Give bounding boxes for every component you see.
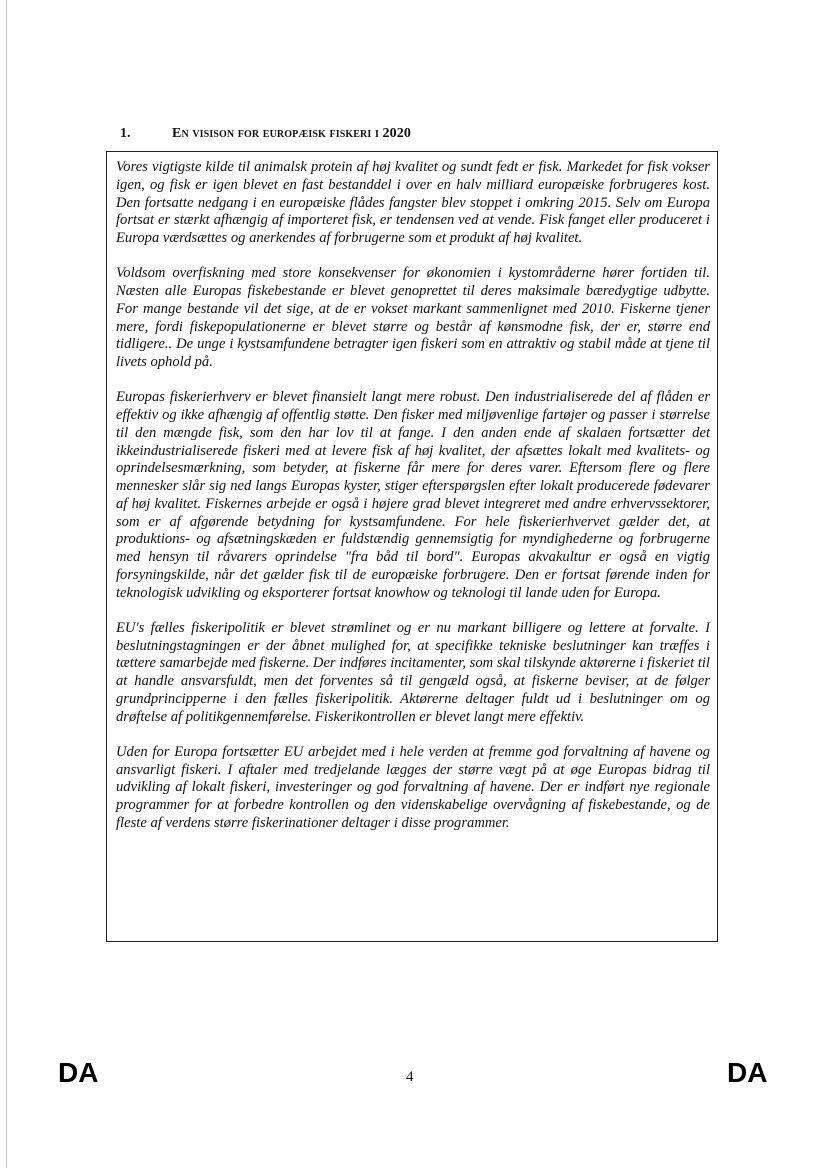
- paragraph-common-fisheries-policy: EU's fælles fiskeripolitik er blevet strømlinet og er nu markant billigere og lettere at forvalte. I beslutningstagningen er der åbnet mulighed for, at specifikke tekniske beslutninger kan træffes i tættere samarbejde med fiskerne. Der indføres incitamenter, som skal tilskynde aktørerne i fiskeriet til at handle ansvarsfuldt, men det forventes så til gengæld også, at fiskerne beviser, at de følger grundprincipperne i den fælles fiskeripolitik. Aktørerne deltager fuldt ud i beslutninger om og drøftelse af politikgennemførelse. Fiskerikontrollen er blevet langt mere effektiv.: [116, 619, 710, 725]
- paragraph-international: Uden for Europa fortsætter EU arbejdet med i hele verden at fremme god forvaltning af havene og ansvarligt fiskeri. I aftaler med tredjelande lægges der større vægt på at øge Europas bidrag til udvikling af lokalt fiskeri, investeringer og god forvaltning af havene. Der er indført nye regionale programmer for at forbedre kontrollen og den videnskabelige overvågning af fiskebestande, og de fleste af verdens større fiskerinationer deltager i disse programmer.: [116, 743, 710, 831]
- section-number: 1.: [120, 126, 131, 141]
- paragraph-overfishing: Voldsom overfiskning med store konsekvenser for økonomien i kystområderne hører fortiden til. Næsten alle Europas fiskebestande er blevet genoprettet til deres maksimale bæredygtige udbytte. For mange bestande vil det sige, at de er vokset markant sammenlignet med 2010. Fiskerne tjener mere, fordi fiskepopulationerne er blevet større og består af kønsmodne fisk, der er, større end tidligere.. De unge i kystsamfundene betragter igen fiskeri som en attraktiv og stabil måde at tjene til livets ophold på.: [116, 265, 710, 370]
- paragraph-fishing-industry: Europas fiskerierhverv er blevet finansielt langt mere robust. Den industrialiserede del af flåden er effektiv og ikke afhængig af offentlig støtte. Den fisker med miljøvenlige fartøjer og passer i størrelse til den mængde fisk, som den har lov til at fange. I den anden ende af skalaen fortsætter det ikkeindustrialiserede fiskeri med at levere fisk af høj kvalitet, der afsættes lokalt med kvalitets- og oprindelsesmærkning, som betyder, at fiskerne får mere for deres varer. Eftersom flere og flere mennesker slår sig ned langs Europas kyster, stiger efterspørgslen efter lokalt producerede fødevarer af høj kvalitet. Fiskernes arbejde er også i højere grad blevet integreret med andre erhvervssektorer, som er af afgørende betydning for kystsamfundene. For hele fiskerierhvervet gælder det, at produktions- og afsætningskæden er fuldstændig gennemsigtig for myndighederne og forbrugerne med hensyn til råvarers oprindelse "fra båd til bord". Europas akvakultur er også en vigtig forsyningskilde, når det gælder fisk til de europæiske forbrugere. Den er fortsat førende inden for teknologisk udvikling og eksporterer fortsat knowhow og teknologi til lande uden for Europa.: [116, 389, 710, 601]
- section-title: En visison for europæisk fiskeri i 2020: [172, 126, 411, 141]
- section-heading: [120, 125, 720, 143]
- page-number: 4: [406, 1069, 414, 1085]
- page-edge-line: [6, 0, 7, 1168]
- footer-language-code-left: DA: [58, 1057, 99, 1088]
- paragraph-protein-market: Vores vigtigste kilde til animalsk protein af høj kvalitet og sundt fedt er fisk. Markedet for fisk vokser igen, og fisk er igen blevet en fast bestanddel i over en halv milliard europæiske forbrugeres kost. Den fortsatte nedgang i en europæiske flådes fangster blev stoppet i omkring 2015. Selv om Europa fortsat er stærkt afhængig af importeret fisk, er tendensen ved at vende. Fisk fanget eller produceret i Europa værdsættes og anerkendes af forbrugerne som et produkt af høj kvalitet.: [116, 159, 710, 246]
- vision-text-box: [106, 151, 718, 942]
- footer-language-code-right: DA: [727, 1057, 768, 1088]
